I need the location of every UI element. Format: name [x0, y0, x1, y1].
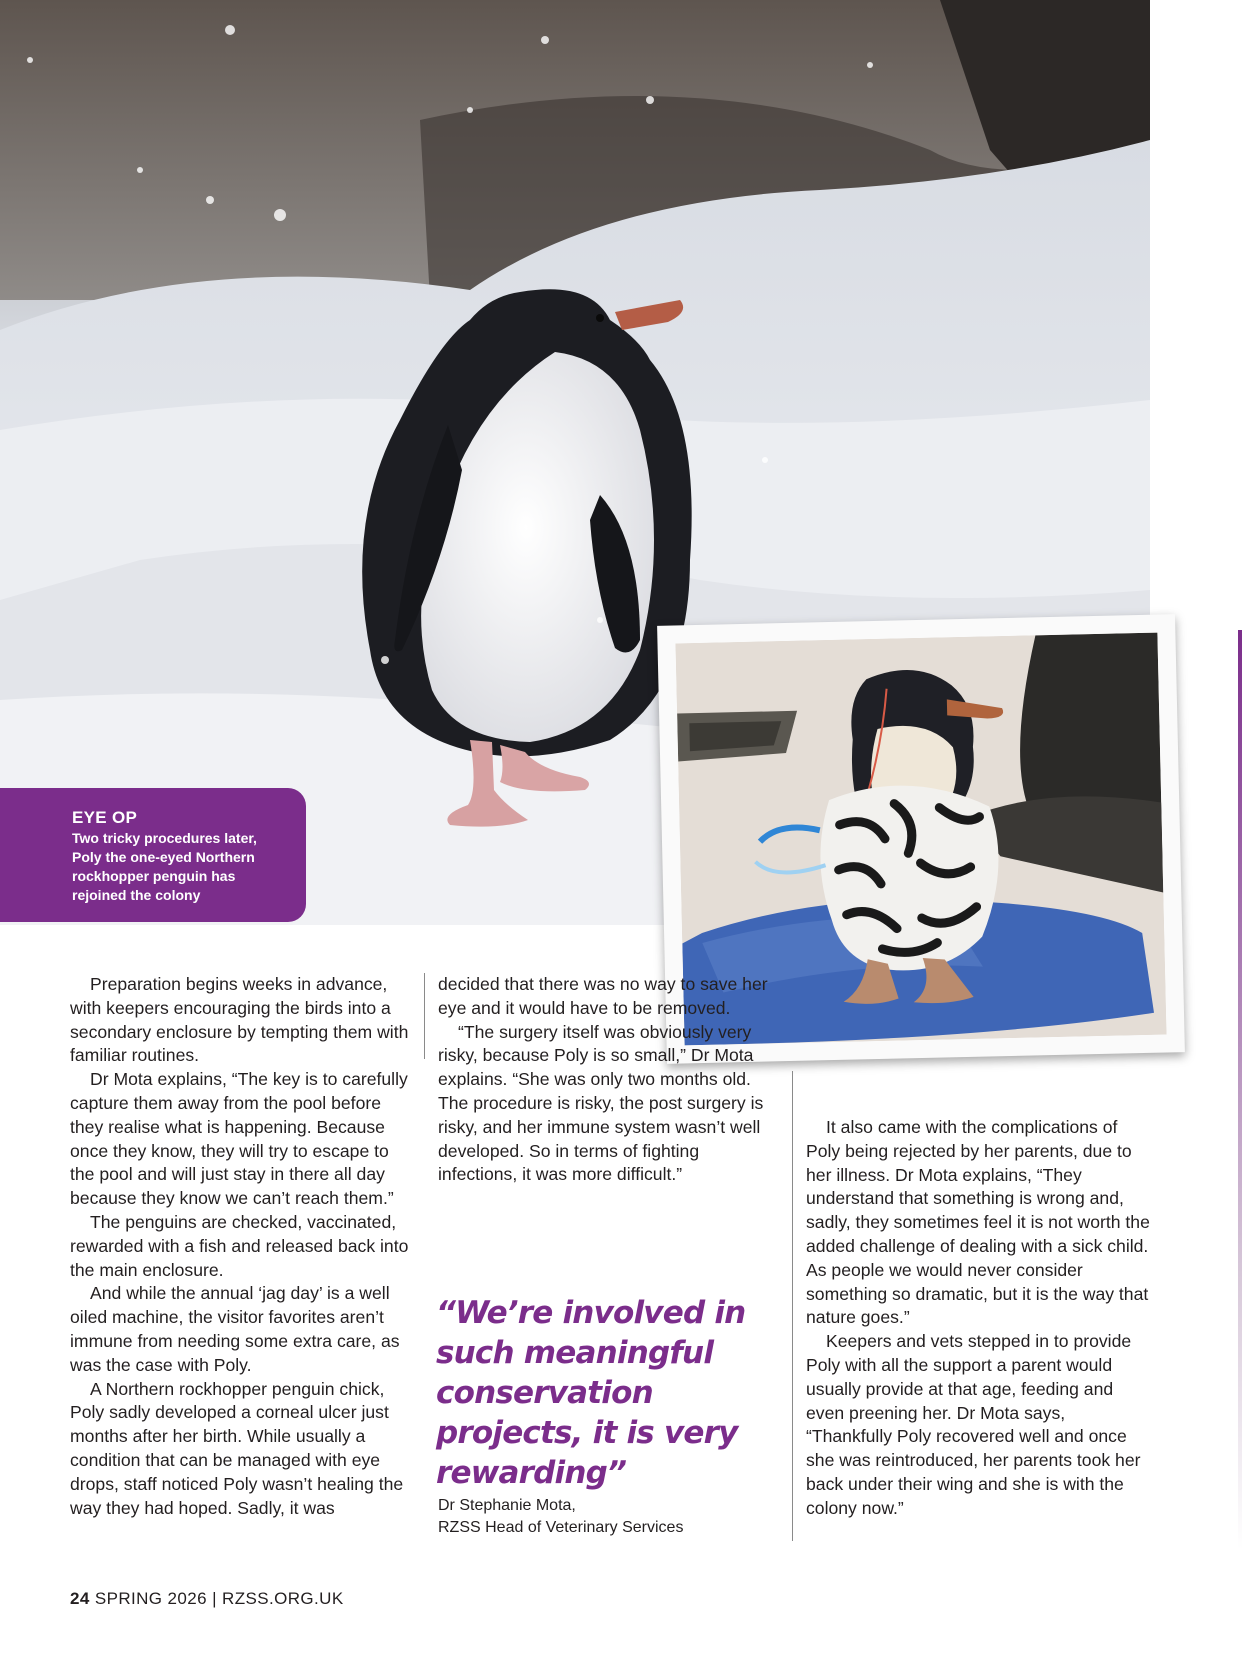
photo-caption	[0, 788, 306, 922]
attribution-role: RZSS Head of Veterinary Services	[438, 1519, 684, 1536]
website-link[interactable]: RZSS.ORG.UK	[222, 1589, 344, 1608]
paragraph: Dr Mota explains, “The key is to carefully capture them away from the pool before they realise what is happening. Because once they know, they will try to escape to the pool and will just stay in there all day because they know we can’t reach them.”	[70, 1069, 408, 1209]
body-column-2	[438, 973, 778, 1187]
paragraph: decided that there was no way to save her eye and it would have to be removed.	[438, 974, 768, 1018]
quote-attribution	[438, 1495, 768, 1539]
caption-text: Two tricky procedures later, Poly the one-eyed Northern rockhopper penguin has rejoined the colony	[72, 830, 257, 903]
attribution-name: Dr Stephanie Mota,	[438, 1497, 576, 1514]
paragraph: The penguins are checked, vaccinated, rewarded with a fish and released back into the main enclosure.	[70, 1211, 409, 1280]
pull-quote: “We’re involved in such meaningful conservation projects, it is very rewarding”	[436, 1295, 746, 1491]
column-divider	[424, 973, 425, 1059]
page-number: 24	[70, 1589, 90, 1608]
paragraph: It also came with the complications of Poly being rejected by her parents, due to her illness. Dr Mota explains, “They understand that something is wrong and, sadly, they sometimes feel it is not worth the added challenge of dealing with a sick child. As people we would never consider something so dramatic, but it is the way that nature goes.”	[806, 1117, 1150, 1328]
body-column-3	[806, 1116, 1151, 1521]
column-divider	[792, 1071, 793, 1541]
page-edge-strip	[1238, 630, 1242, 1550]
paragraph: And while the annual ‘jag day’ is a well oiled machine, the visitor favorites aren’t immune from needing some extra care, as was the case with Poly.	[70, 1283, 400, 1375]
footer-separator: |	[212, 1589, 217, 1608]
paragraph: “The surgery itself was obviously very risky, because Poly is so small,” Dr Mota explains. “She was only two months old. The procedure is risky, the post surgery is risky, and her immune system wasn’t well developed. So in terms of fighting infections, it was more difficult.”	[438, 1021, 764, 1185]
paragraph: Keepers and vets stepped in to provide Poly with all the support a parent would usually provide at that age, feeding and even preening her. Dr Mota says, “Thankfully Poly recovered well and once she was reintroduced, her parents took her back under their wing and she is with the colony now.”	[806, 1331, 1141, 1518]
page-footer	[70, 1589, 344, 1609]
body-column-1	[70, 973, 410, 1520]
paragraph: Preparation begins weeks in advance, with keepers encouraging the birds into a secondary enclosure by tempting them with familiar routines.	[70, 974, 409, 1066]
caption-title: EYE OP	[72, 808, 138, 827]
issue-label: SPRING 2026	[94, 1589, 207, 1608]
paragraph: A Northern rockhopper penguin chick, Poly sadly developed a corneal ulcer just months after her birth. While usually a condition that can be managed with eye drops, staff noticed Poly wasn’t healing the way they had hoped. Sadly, it was	[70, 1378, 404, 1518]
